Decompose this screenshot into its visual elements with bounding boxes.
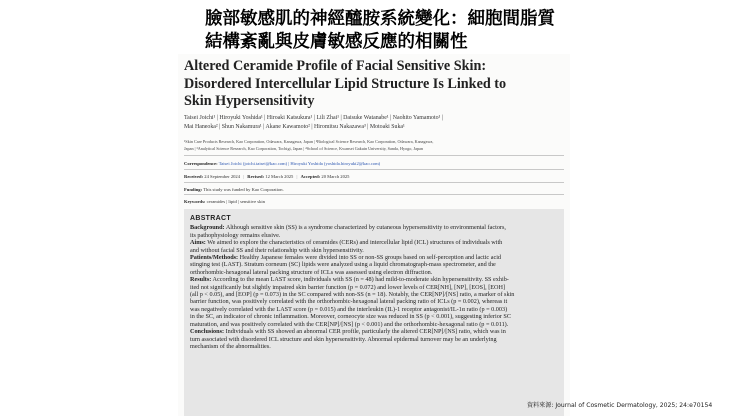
affiliation-line-2: Japan | ³Analytical Science Research, Kao Corporation, Tochigi, Japan | ⁴School of Science, Kwansei Gakuin University, Sanda, Hyogo, Japan [184, 146, 424, 151]
correspondence [184, 160, 568, 167]
aims-text-1: We aimed to explore the characteristics of ceramides (CERs) and intercellular lipid (ICL) structures of individuals with [207, 239, 503, 247]
paper-title [184, 58, 564, 111]
abstract-results-line-1 [190, 276, 558, 283]
paper-title-line-1: Altered Ceramide Profile of Facial Sensitive Skin: [184, 58, 487, 74]
abstract-methods-line-2: stinging test (LAST). Stratum corneum (SC) lipids were analyzed using a liquid chromatograph-mass spectrometer, and the [190, 261, 496, 269]
abstract-box [184, 209, 564, 416]
keywords [184, 198, 568, 205]
affiliation-line-1: ¹Skin Care Products Research, Kao Corporation, Odawara, Kanagawa, Japan | ²Biological Science Research, Kao Corporation, Odawara, Kanagawa, [184, 139, 434, 144]
revised-label: Revised: [247, 174, 265, 179]
author-line-1 [184, 114, 568, 123]
methods-label: Patients/Methods: [190, 254, 239, 262]
background-label: Background: [190, 224, 225, 232]
abstract-results-line-5: was negatively correlated with the LAST score (p = 0.015) and the interleukin (IL)-1 receptor antagonist/IL-1α ratio (p = 0.003) [190, 305, 508, 313]
aims-label: Aims: [190, 239, 206, 247]
abstract-heading: ABSTRACT [190, 215, 231, 222]
accepted-date: 20 March 2025 [321, 174, 350, 179]
received-date: 24 September 2024 [204, 174, 241, 179]
affiliations [184, 138, 568, 152]
background-text-1: Although sensitive skin (SS) is a syndrome characterized by cutaneous hypersensitivity to environmental factors, [225, 224, 506, 232]
author-line-2: Mai Haneoka² | Shun Nakamura¹ | Akane Kawamoto² | Hiromitsu Nakazawa³ | Motoaki Suka¹ [184, 124, 405, 130]
abstract-aims-line-1 [190, 239, 558, 246]
results-text-1: According to the mean LAST score, individuals with SS (n = 48) had mild-to-moderate skin hypersensitivity. SS exhib- [212, 276, 509, 284]
accepted-label: Accepted: [300, 174, 321, 179]
abstract-results-line-6: in the SC, an indicator of chronic inflammation. Moreover, corneocyte size was reduced in SS (p < 0.001), suggesting inferior SC [190, 313, 511, 321]
conclusions-label: Conclusions: [190, 328, 225, 336]
chinese-title [205, 8, 555, 54]
chinese-title-line-2: 結構紊亂與皮膚敏感反應的相關性 [205, 32, 468, 52]
paper-page [178, 54, 570, 416]
funding-text: This study was funded by Kao Corporation. [203, 187, 284, 192]
abstract-results-line-3: (all p < 0.05), and [EOP] (p = 0.073) in the SC compared with non-SS (n = 18). Notably, the CER[NP]/[NS] ratio, a marker of skin [190, 291, 515, 299]
source-citation: 資料來源: Journal of Cosmetic Dermatology, 2025; 24:e70154 [527, 402, 713, 409]
abstract-methods-line-3: orthorhombic-hexagonal lateral packing structure of ICLs was assessed using electron diffraction. [190, 268, 433, 276]
keywords-text: ceramides | lipid | sensitive skin [206, 199, 265, 204]
abstract-results-line-2: ited not significantly but slightly impaired skin barrier function (p = 0.072) and lower levels of CER[NH], [NP], [EOS], [EOH] [190, 283, 506, 291]
abstract-results-line-7: maturation, and was positively correlated with the CER[NP]/[NS] (p < 0.001) and the orthorhombic-hexagonal ratio (p = 0.011). [190, 320, 509, 328]
results-label: Results: [190, 276, 212, 284]
funding [184, 186, 568, 193]
author-list [184, 114, 568, 132]
methods-text-1: Healthy Japanese females were divided into SS or non-SS groups based on self-perception and lactic acid [239, 254, 502, 262]
paper-title-line-2: Disordered Intercellular Lipid Structure Is Linked to [184, 75, 507, 92]
abstract-background-line-1 [190, 224, 558, 231]
divider [184, 194, 564, 195]
paper-title-line-3: Skin Hypersensitivity [184, 93, 315, 109]
divider [184, 155, 564, 156]
funding-label: Funding: [184, 187, 203, 192]
correspondence-text[interactable]: Taisei Joichi (joichi.taisei@kao.com) | Hiroyuki Yoshida (yoshida.hiroyuki2@kao.com) [218, 161, 381, 166]
revised-date: 12 March 2025 [265, 174, 294, 179]
abstract-conclusions-line-3: mechanism of the abnormalities. [190, 342, 271, 350]
abstract-methods-line-1 [190, 254, 558, 261]
received-label: Received: [184, 174, 204, 179]
author-line-1-text: Taisei Joichi¹ | Hiroyuki Yoshida¹ | Hiroaki Katsukura¹ | Lili Zhai¹ | Daisuke Watanabe¹ | Naohito Yamamoto¹ | [184, 115, 443, 121]
keywords-label: Keywords: [184, 199, 206, 204]
abstract-conclusions-line-1 [190, 328, 558, 335]
chinese-title-line-1: 臉部敏感肌的神經醯胺系統變化：細胞間脂質 [205, 9, 555, 29]
abstract-conclusions-line-2: turn associated with disordered ICL structure and skin hypersensitivity. Abnormal epidermal turnover may be an underlying [190, 335, 497, 343]
divider [184, 169, 564, 170]
correspondence-label: Correspondence: [184, 161, 218, 166]
abstract-aims-line-2: and without facial SS and their relationship with skin hypersensitivity. [190, 246, 364, 254]
abstract-background-line-2: its pathophysiology remains elusive. [190, 231, 281, 239]
divider [184, 182, 564, 183]
conclusions-text-1: Individuals with SS showed an abnormal CER profile, particularly the altered CER[NP]/[NS] ratio, which was in [225, 328, 506, 336]
abstract-results-line-4: barrier function, was positively correlated with the orthorhombic-hexagonal lateral packing ratio of ICLs (p = 0.002), whereas it [190, 298, 508, 306]
dates: Received: 24 September 2024 | Revised: 12 March 2025 | Accepted: 20 March 2025 [184, 174, 350, 179]
